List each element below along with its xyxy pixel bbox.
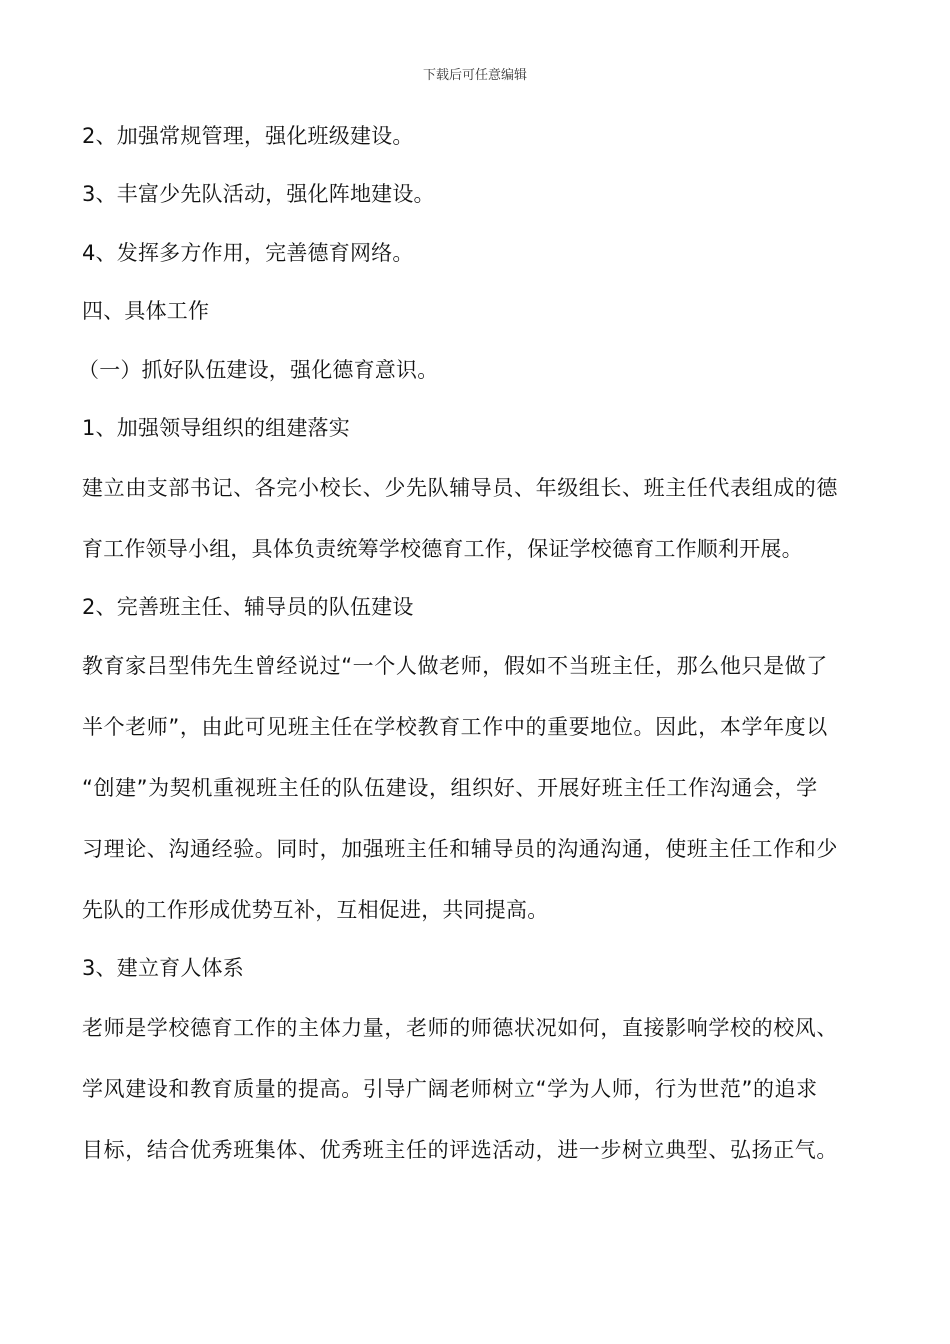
paragraph-line: 习理论、沟通经验。同时，加强班主任和辅导员的沟通沟通，使班主任工作和少	[82, 837, 838, 861]
list-item: 2、加强常规管理，强化班级建设。	[82, 124, 414, 148]
paragraph-line: 半个老师”，由此可见班主任在学校教育工作中的重要地位。因此，本学年度以	[82, 715, 828, 739]
paragraph-line: 建立由支部书记、各完小校长、少先队辅导员、年级组长、班主任代表组成的德	[82, 476, 838, 500]
page-header: 下载后可任意编辑	[422, 68, 527, 83]
list-item: 4、发挥多方作用，完善德育网络。	[82, 241, 414, 265]
paragraph-line: 教育家吕型伟先生曾经说过“一个人做老师，假如不当班主任，那么他只是做了	[82, 654, 828, 678]
section-heading: 四、具体工作	[82, 299, 210, 323]
list-item: 1、加强领导组织的组建落实	[82, 416, 350, 440]
subsection-heading: （一）抓好队伍建设，强化德育意识。	[78, 358, 439, 382]
paragraph-line: 学风建设和教育质量的提高。引导广阔老师树立“学为人师，行为世范”的追求	[82, 1077, 818, 1101]
paragraph-line: 先队的工作形成优势互补，互相促进，共同提高。	[82, 898, 549, 922]
paragraph-line: 育工作领导小组，具体负责统筹学校德育工作，保证学校德育工作顺利开展。	[82, 537, 803, 561]
paragraph-line: 目标，结合优秀班集体、优秀班主任的评选活动，进一步树立典型、弘扬正气。	[82, 1138, 838, 1162]
list-item: 2、完善班主任、辅导员的队伍建设	[82, 595, 414, 619]
list-item: 3、建立育人体系	[82, 956, 244, 980]
paragraph-line: 老师是学校德育工作的主体力量，老师的师德状况如何，直接影响学校的校风、	[82, 1016, 838, 1040]
list-item: 3、丰富少先队活动，强化阵地建设。	[82, 182, 435, 206]
paragraph-line: “创建”为契机重视班主任的队伍建设，组织好、开展好班主任工作沟通会，学	[82, 776, 818, 800]
